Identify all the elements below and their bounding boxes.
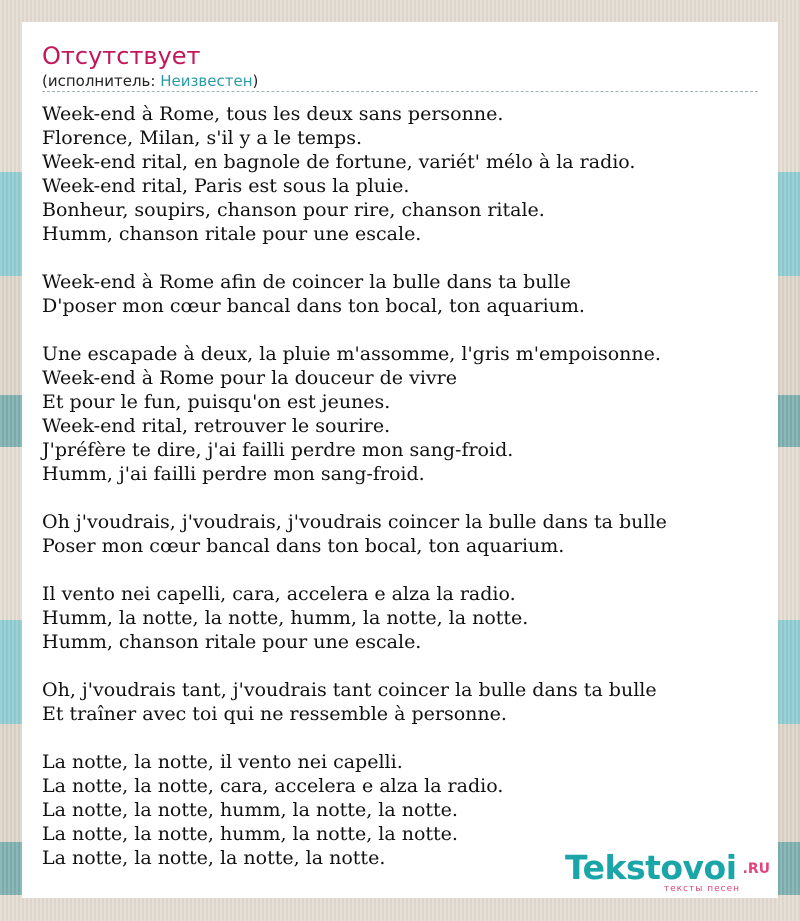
lyric-line: D'poser mon cœur bancal dans ton bocal, ton aquarium. bbox=[42, 295, 585, 317]
lyric-line: Une escapade à deux, la pluie m'assomme, l'gris m'empoisonne. bbox=[42, 343, 661, 365]
lyric-line: Week-end rital, Paris est sous la pluie. bbox=[42, 175, 410, 197]
song-title: Отсутствует bbox=[42, 42, 201, 70]
lyric-line: La notte, la notte, humm, la notte, la notte. bbox=[42, 799, 458, 821]
lyric-line: Humm, chanson ritale pour une escale. bbox=[42, 631, 422, 653]
lyric-line: Week-end à Rome, tous les deux sans personne. bbox=[42, 103, 504, 125]
lyric-line: Humm, chanson ritale pour une escale. bbox=[42, 223, 422, 245]
lyrics-text bbox=[42, 102, 758, 870]
lyric-line: La notte, la notte, la notte, la notte. bbox=[42, 847, 386, 869]
site-logo[interactable] bbox=[565, 850, 770, 892]
stanza-gap bbox=[42, 246, 758, 270]
stanza-gap bbox=[42, 486, 758, 510]
lyric-line: J'préfère te dire, j'ai failli perdre mon sang-froid. bbox=[42, 439, 514, 461]
lyric-line: La notte, la notte, humm, la notte, la notte. bbox=[42, 823, 458, 845]
logo-tagline: тексты песен bbox=[663, 884, 740, 894]
lyric-line: Week-end rital, retrouver le sourire. bbox=[42, 415, 391, 437]
lyric-line: Week-end à Rome afin de coincer la bulle dans ta bulle bbox=[42, 271, 571, 293]
lyrics-card bbox=[22, 22, 778, 898]
stanza-gap bbox=[42, 318, 758, 342]
lyric-line: La notte, la notte, cara, accelera e alza la radio. bbox=[42, 775, 504, 797]
logo-tld: .RU bbox=[742, 861, 770, 877]
lyric-line: Humm, j'ai failli perdre mon sang-froid. bbox=[42, 463, 425, 485]
lyric-line: Week-end à Rome pour la douceur de vivre bbox=[42, 367, 457, 389]
artist-suffix: ) bbox=[252, 72, 259, 90]
stanza-gap bbox=[42, 726, 758, 750]
logo-wordmark: Tekstovoi bbox=[565, 848, 737, 887]
stanza-gap bbox=[42, 654, 758, 678]
stanza-gap bbox=[42, 558, 758, 582]
artist-link[interactable]: Неизвестен bbox=[160, 72, 253, 90]
artist-line bbox=[42, 71, 758, 91]
artist-prefix: (исполнитель: bbox=[42, 72, 161, 90]
lyric-line: Oh j'voudrais, j'voudrais, j'voudrais coincer la bulle dans ta bulle bbox=[42, 511, 667, 533]
lyric-line: La notte, la notte, il vento nei capelli. bbox=[42, 751, 403, 773]
lyric-line: Bonheur, soupirs, chanson pour rire, chanson ritale. bbox=[42, 199, 545, 221]
lyric-line: Humm, la notte, la notte, humm, la notte, la notte. bbox=[42, 607, 529, 629]
lyric-line: Poser mon cœur bancal dans ton bocal, ton aquarium. bbox=[42, 535, 565, 557]
lyric-line: Et traîner avec toi qui ne ressemble à personne. bbox=[42, 703, 507, 725]
lyric-line: Week-end rital, en bagnole de fortune, variét' mélo à la radio. bbox=[42, 151, 636, 173]
lyric-line: Et pour le fun, puisqu'on est jeunes. bbox=[42, 391, 391, 413]
title-divider bbox=[42, 91, 758, 92]
lyric-line: Il vento nei capelli, cara, accelera e alza la radio. bbox=[42, 583, 516, 605]
lyric-line: Oh, j'voudrais tant, j'voudrais tant coincer la bulle dans ta bulle bbox=[42, 679, 657, 701]
lyric-line: Florence, Milan, s'il y a le temps. bbox=[42, 127, 362, 149]
